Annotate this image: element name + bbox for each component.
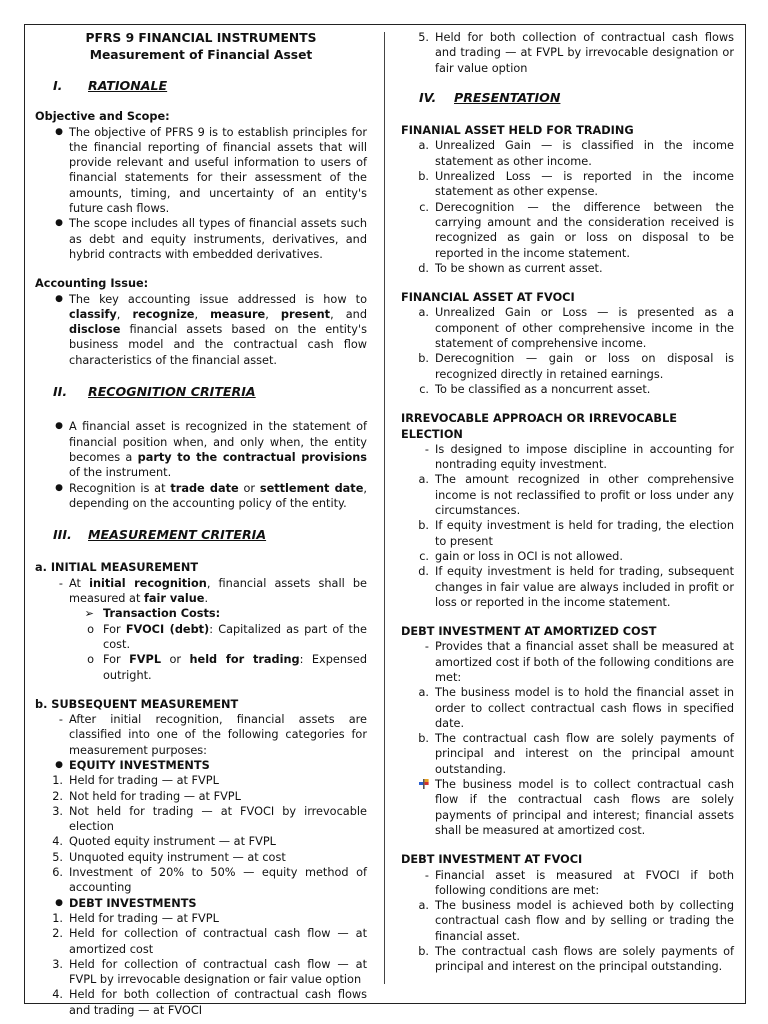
section-measurement-heading: III. MEASUREMENT CRITERIA	[53, 527, 267, 543]
initial-heading: a. INITIAL MEASUREMENT	[35, 561, 199, 575]
list-item: 6. Investment of 20% to 50% — equity method of accounting	[52, 866, 367, 895]
amortized-heading: DEBT INVESTMENT AT AMORTIZED COST	[401, 625, 657, 639]
list-item: a. The amount recognized in other comprehensive income is not reclassified to profit or loss under any circumstances.	[418, 473, 734, 518]
list-item: c. gain or loss in OCI is not allowed.	[419, 549, 623, 563]
list-item: ● EQUITY INVESTMENTS	[55, 758, 210, 772]
fvoci-heading: FINANCIAL ASSET AT FVOCI	[401, 291, 575, 305]
arrow-icon: ➢	[84, 607, 94, 621]
list-item: b. If equity investment is held for trading, the election to present	[418, 519, 734, 548]
list-item: a. The business model is to hold the financial asset in order to collect contractual cash flows in specified date.	[418, 686, 734, 730]
page-subtitle: Measurement of Financial Asset	[89, 48, 313, 62]
debt-fvoci-heading: DEBT INVESTMENT AT FVOCI	[401, 853, 583, 867]
debt-fvoci-block	[401, 852, 734, 974]
list-item: 5. Unquoted equity instrument — at cost	[52, 850, 286, 864]
amortized-block	[401, 624, 734, 838]
fvoci-block	[401, 290, 734, 397]
list-item: 4. Held for both collection of contractual cash flows and trading — at FVOCI	[52, 988, 367, 1017]
left-column	[35, 30, 367, 1018]
list-item: - Financial asset is measured at FVOCI if both following conditions are met:	[424, 868, 734, 897]
subsequent-heading: b. SUBSEQUENT MEASUREMENT	[35, 697, 239, 711]
issue-heading: Accounting Issue:	[35, 277, 149, 291]
list-item: 2. Held for collection of contractual cash flow — at amortized cost	[52, 927, 367, 956]
list-item: ● The objective of PFRS 9 is to establish principles for the financial reporting of financial assets that will provide relevant and useful information to users of financial statements for their assessment of the amounts, timing, and uncertainty of an entity's future cash flows.	[55, 125, 367, 216]
list-item: - Is designed to impose discipline in accounting for nontrading equity investment.	[424, 442, 734, 472]
list-item: ● DEBT INVESTMENTS	[55, 896, 197, 910]
list-item: d. If equity investment is held for trading, subsequent changes in fair value are always included in profit or loss or reported in the income statement.	[418, 565, 734, 609]
list-item: c. Derecognition — the difference between the carrying amount and the consideration received is recognized as gain or loss on disposal to be reported in the income statement.	[419, 200, 734, 260]
recognition-block	[35, 419, 367, 511]
objective-scope-block	[35, 109, 367, 262]
list-item: 4. Quoted equity instrument — at FVPL	[52, 835, 276, 849]
trading-block	[401, 123, 734, 276]
list-item: a. Unrealized Gain — is classified in the income statement as other income.	[418, 139, 734, 168]
list-item: 3. Held for collection of contractual cash flow — at FVPL by irrevocable designation or fair value option	[52, 957, 367, 987]
list-item: ● The scope includes all types of financial assets such as debt and equity instruments, derivatives, and hybrid contracts with embedded derivatives.	[55, 217, 367, 261]
list-item: 5. Held for both collection of contractual cash flows and trading — at FVPL by irrevocable designation or fair value option	[418, 31, 734, 75]
page-title: PFRS 9 FINANCIAL INSTRUMENTS	[85, 31, 317, 45]
trading-heading: FINANIAL ASSET HELD FOR TRADING	[401, 124, 634, 138]
list-item: - After initial recognition, financial assets are classified into one of the following categories for measurement purposes:	[58, 713, 367, 757]
list-item: a. The business model is achieved both by collecting contractual cash flow and by selling or trading the financial asset.	[418, 899, 734, 943]
list-item: 1. Held for trading — at FVPL	[52, 774, 219, 788]
subsequent-measurement-block	[35, 697, 367, 1018]
section-presentation-heading: IV. PRESENTATION	[419, 89, 561, 105]
list-item: b. Derecognition — gain or loss on disposal is recognized directly in retained earnings.	[418, 352, 734, 381]
list-item: b. The contractual cash flows are solely payments of principal and interest on the principal outstanding.	[418, 945, 734, 974]
list-item: 1. Held for trading — at FVPL	[52, 911, 219, 925]
list-item: o For FVPL or held for trading: Expensed outright.	[87, 653, 367, 682]
irrevocable-block	[401, 411, 734, 610]
section-rationale-heading: I. RATIONALE	[53, 78, 168, 93]
list-item: b. The contractual cash flow are solely payments of principal and interest on the principal amount outstanding.	[418, 732, 734, 776]
list-item: c. To be classified as a noncurrent asset.	[419, 382, 651, 396]
list-item: 2. Not held for trading — at FVPL	[52, 789, 241, 803]
right-column	[401, 30, 734, 975]
list-item: a. Unrealized Gain or Loss — is presented as a component of other comprehensive income in the statement of comprehensive income.	[418, 306, 734, 351]
list-item: d. To be shown as current asset.	[418, 261, 603, 275]
column-divider	[384, 32, 385, 984]
list-item: - At initial recognition, financial assets shall be measured at fair value.	[58, 576, 367, 606]
objective-heading: Objective and Scope:	[35, 110, 170, 124]
list-item: ● A financial asset is recognized in the statement of financial position when, and only when, the entity becomes a party to the contractual provisions of the instrument.	[55, 420, 367, 480]
list-item: b. Unrealized Loss — is reported in the income statement as other expense.	[418, 170, 734, 199]
list-item: ● The key accounting issue addressed is how to classify, recognize, measure, present, and disclose financial assets based on the entity's business model and the contractual cash flow characteristics of the financial asset.	[55, 292, 368, 367]
list-item: 3. Not held for trading — at FVOCI by irrevocable election	[52, 804, 367, 834]
irrevocable-heading: IRREVOCABLE APPROACH OR IRREVOCABLE ELECTION	[401, 412, 677, 441]
list-item: - Provides that a financial asset shall be measured at amortized cost if both of the following conditions are met:	[424, 640, 734, 684]
section-recognition-heading: II. RECOGNITION CRITERIA	[53, 384, 256, 400]
initial-measurement-block	[35, 560, 367, 682]
list-item: ➢ Transaction Costs:	[35, 606, 367, 621]
list-item: The business model is to collect contractual cash flow if the contractual cash flows are solely payments of principal and interest; financial assets shall be measured at amortized cost.	[401, 777, 734, 838]
list-item: o For FVOCI (debt): Capitalized as part of the cost.	[87, 622, 368, 651]
list-item: ● Recognition is at trade date or settlement date, depending on the accounting policy of the entity.	[55, 481, 367, 510]
accounting-issue-block	[35, 276, 367, 368]
flag-icon	[401, 777, 435, 838]
